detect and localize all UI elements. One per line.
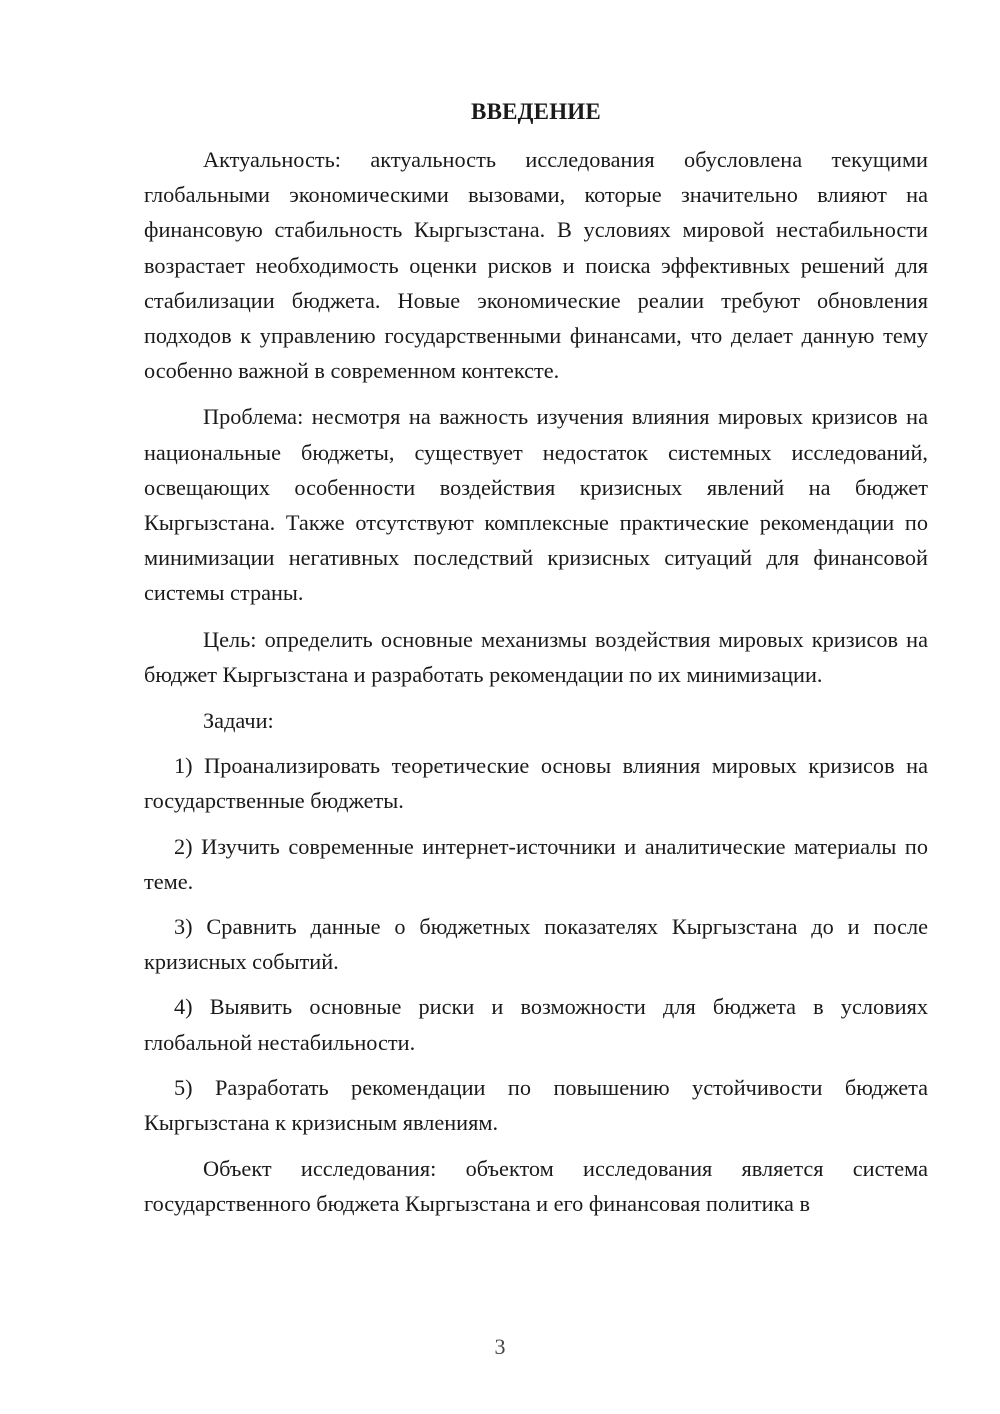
page-number: 3 xyxy=(494,1334,506,1359)
task-item-2: 2) Изучить современные интернет-источники и аналитические материалы по теме. xyxy=(144,833,928,894)
paragraph-object: Объект исследования: объектом исследования является система государственного бюджета Кыргызстана и его финансовая политика в xyxy=(144,1156,928,1217)
paragraph-problem: Проблема: несмотря на важность изучения влияния мировых кризисов на национальные бюджеты, существует недостаток системных исследований, освещающих особенности воздействия кризисных явлений на бюджет Кыргызстана. Также отсутствуют комплексные практические рекомендации по минимизации негативных последствий кризисных ситуаций для финансовой системы страны. xyxy=(144,404,928,606)
body-text xyxy=(144,142,928,1222)
section-title: ВВЕДЕНИЕ xyxy=(471,99,601,124)
task-item-1: 1) Проанализировать теоретические основы влияния мировых кризисов на государственные бюджеты. xyxy=(144,753,928,814)
paragraph-relevance: Актуальность: актуальность исследования обусловлена текущими глобальными экономическими вызовами, которые значительно влияют на финансовую стабильность Кыргызстана. В условиях мировой нестабильности возрастает необходимость оценки рисков и поиска эффективных решений для стабилизации бюджета. Новые экономические реалии требуют обновления подходов к управлению государственными финансами, что делает данную тему особенно важной в современном контексте. xyxy=(144,147,928,384)
tasks-heading: Задачи: xyxy=(203,708,274,734)
task-item-3: 3) Сравнить данные о бюджетных показателях Кыргызстана до и после кризисных событий. xyxy=(144,914,928,975)
task-item-4: 4) Выявить основные риски и возможности для бюджета в условиях глобальной нестабильности. xyxy=(144,994,928,1055)
paragraph-goal: Цель: определить основные механизмы воздействия мировых кризисов на бюджет Кыргызстана и разработать рекомендации по их минимизации. xyxy=(144,626,928,687)
task-item-5: 5) Разработать рекомендации по повышению устойчивости бюджета Кыргызстана к кризисным явлениям. xyxy=(144,1074,928,1136)
